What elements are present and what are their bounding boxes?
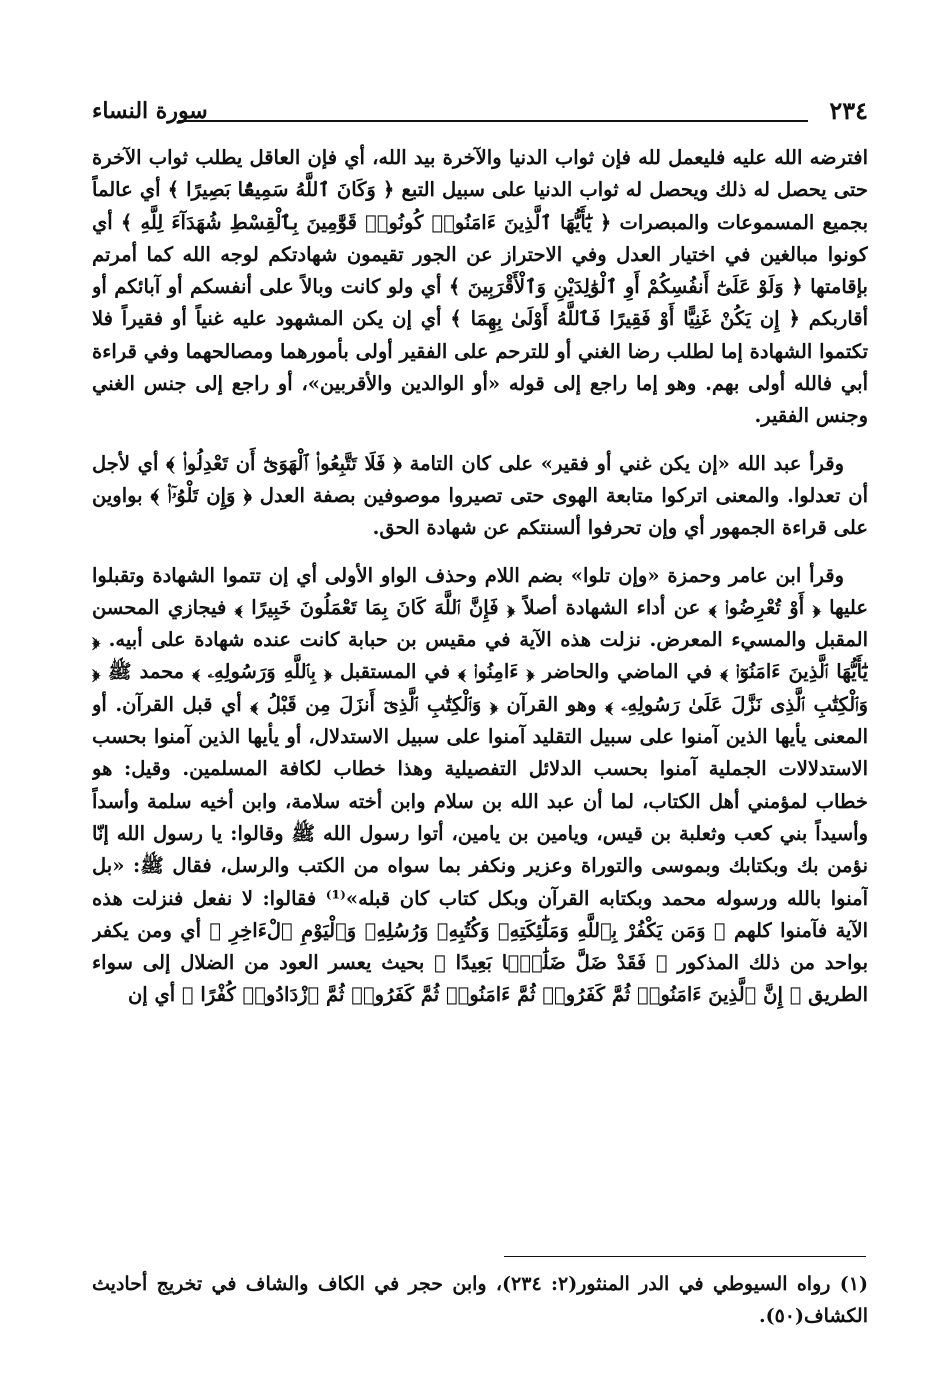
paragraph-3: وقرأ ابن عامر وحمزة «وإن تلوا» بضم اللام وحذف الواو الأولى أي إن تتموا الشهادة وتقبلوا عليها ﴿ أَوْ تُعْرِضُوا۟ ﴾ عن أداء الشهادة أصلاً ﴿ فَإِنَّ ٱللَّهَ كَانَ بِمَا تَعْمَلُونَ خَبِيرًا ﴾ فيجازي المحسن المقبل والمسيء المعرض. نزلت هذه الآية في مقيس بن حبابة كانت عنده شهادة على أبيه. ﴿ يَٰٓأَيُّهَا ٱلَّذِينَ ءَامَنُوٓا۟ ﴾ في الماضي والحاضر ﴿ ءَامِنُوا۟ ﴾ في المستقبل ﴿ بِٱللَّهِ وَرَسُولِهِۦ ﴾ محمد ﷺ ﴿ وَٱلْكِتَٰبِ ٱلَّذِى نَزَّلَ عَلَىٰ رَسُولِهِۦ ﴾ وهو القرآن ﴿ وَٱلْكِتَٰبِ ٱلَّذِىٓ أَنزَلَ مِن قَبْلُ ﴾ أي قبل القرآن. أو المعنى يأيها الذين آمنوا على سبيل التقليد آمنوا على سبيل الاستدلال، أو يأيها الذين آمنوا بحسب الاستدلالات الجملية آمنوا بحسب الدلائل التفصيلية وهذا خطاب لكافة المسلمين. وقيل: هو خطاب لمؤمني أهل الكتاب، لما أن عبد الله بن سلام وابن أخته سلامة، وابن أخيه سلمة وأسداً وأسيداً بني كعب وثعلبة بن قيس، ويامين بن يامين، أتوا رسول الله ﷺ وقالوا: يا رسول الله إنّا نؤمن بك وبكتابك وبموسى والتوراة وعزير ونكفر بما سواه من الكتب والرسل، فقال ﷺ: «بل آمنوا بالله ورسوله محمد وبكتابه القرآن وبكل كتاب كان قبله»⁽¹⁾ فقالوا: لا نفعل فنزلت هذه الآية فآمنوا كلهم ﴿ وَمَن يَكْفُرْ بِٱللَّهِ وَمَلَٰٓئِكَتِهِۦ وَكُتُبِهِۦ وَرُسُلِهِۦ وَٱلْيَوْمِ ٱلْءَاخِرِ ﴾ أي ومن يكفر بواحد من ذلك المذكور ﴿ فَقَدْ ضَلَّ ضَلَٰلًۢا بَعِيدًا ﴾ بحيث يعسر العود من الضلال إلى سواء الطريق ﴿ إِنَّ ٱلَّذِينَ ءَامَنُوا۟ ثُمَّ كَفَرُوا۟ ثُمَّ ءَامَنُوا۟ ثُمَّ كَفَرُوا۟ ثُمَّ ٱزْدَادُوا۟ كُفْرًا ﴾ أي إن bbox=[92, 563, 868, 1007]
page-header bbox=[92, 96, 868, 130]
footnote: (١) رواه السيوطي في الدر المنثور(٢: ٢٣٤)، وابن حجر في الكاف والشاف في تخريج أحاديث الكشاف(٥٠). bbox=[92, 1273, 868, 1327]
paragraph-1: افترضه الله عليه فليعمل لله فإن ثواب الدنيا والآخرة بيد الله، أي فإن العاقل يطلب ثواب الآخرة حتى يحصل له ذلك ويحصل له ثواب الدنيا على سبيل التبع ﴿ وَكَانَ ٱللَّهُ سَمِيعًۢا بَصِيرًا ﴾ أي عالماً بجميع المسموعات والمبصرات ﴿ يَٰٓأَيُّهَا ٱلَّذِينَ ءَامَنُوا۟ كُونُوا۟ قَوَّٰمِينَ بِٱلْقِسْطِ شُهَدَآءَ لِلَّهِ ﴾ أي كونوا مبالغين في اختيار العدل وفي الاحتراز عن الجور تقيمون شهادتكم لوجه الله كما أمرتم بإقامتها ﴿ وَلَوْ عَلَىٰٓ أَنفُسِكُمْ أَوِ ٱلْوَٰلِدَيْنِ وَٱلْأَقْرَبِينَ ﴾ أي ولو كانت وبالاً على أنفسكم أو آبائكم أو أقاربكم ﴿ إِن يَكُنْ غَنِيًّا أَوْ فَقِيرًا فَٱللَّهُ أَوْلَىٰ بِهِمَا ﴾ أي إن يكن المشهود عليه غنياً أو فقيراً فلا تكتموا الشهادة إما لطلب رضا الغني أو للترحم على الفقير أولى بأمورهما ومصالحهما وفي قراءة أبي فالله أولى بهم. وهو إما راجع إلى قوله «أو الوالدين والأقربين»، أو راجع إلى جنس الغني وجنس الفقير. bbox=[92, 146, 868, 428]
paragraph-2: وقرأ عبد الله «إن يكن غني أو فقير» على كان التامة ﴿ فَلَا تَتَّبِعُوا۟ ٱلْهَوَىٰٓ أَن تَعْدِلُوا۟ ﴾ أي لأجل أن تعدلوا. والمعنى اتركوا متابعة الهوى حتى تصيروا موصوفين بصفة العدل ﴿ وَإِن تَلْوُۥٓا۟ ﴾ بواوين على قراءة الجمهور أي وإن تحرفوا ألسنتكم عن شهادة الحق. bbox=[92, 451, 868, 540]
running-title: سورة النساء bbox=[92, 98, 208, 124]
body-text bbox=[92, 142, 868, 1242]
header-rule bbox=[178, 120, 808, 122]
page-number: ٢٣٤ bbox=[829, 96, 868, 125]
footnote-divider bbox=[504, 1256, 866, 1257]
